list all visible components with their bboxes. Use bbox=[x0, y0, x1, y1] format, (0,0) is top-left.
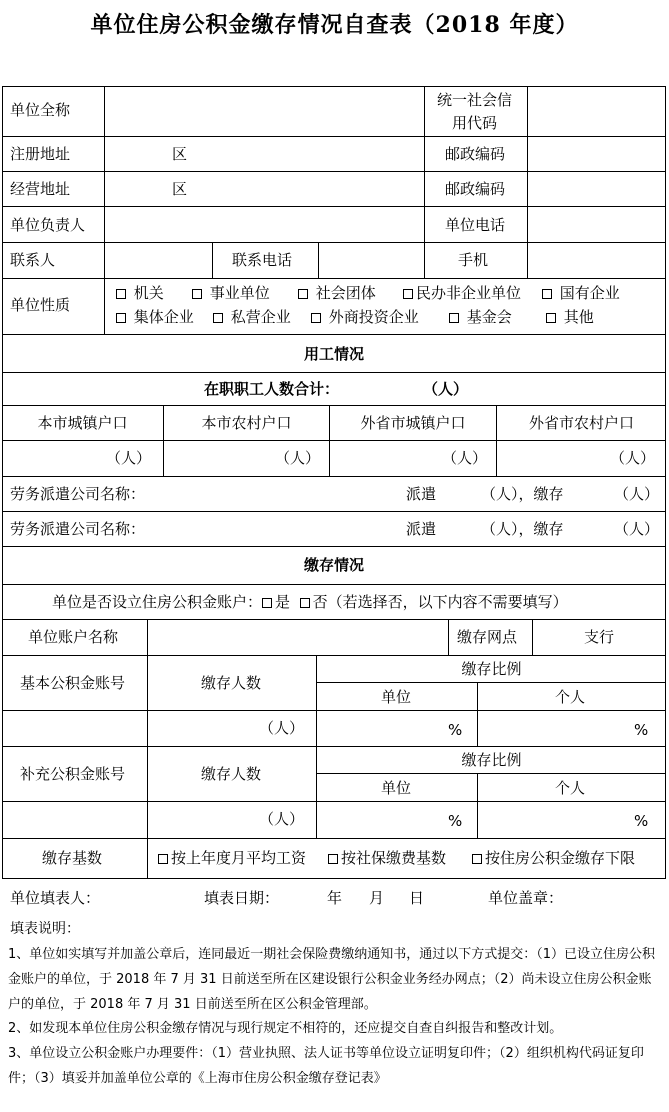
supplement-count-label: 缴存人数 bbox=[201, 765, 262, 783]
answer-no[interactable]: 否（若选择否，以下内容不需要填写） bbox=[312, 593, 568, 611]
row-line bbox=[2, 746, 666, 747]
row-line bbox=[2, 584, 666, 585]
branch-label: 支行 bbox=[584, 628, 615, 646]
labor-company-label-2: 劳务派遣公司名称： bbox=[10, 520, 146, 538]
row-line bbox=[2, 710, 666, 711]
total-employees-label: 在职职工人数合计： bbox=[204, 380, 340, 398]
local-rural-count-unit: （人） bbox=[275, 449, 321, 467]
nature-label: 单位性质 bbox=[10, 296, 71, 314]
dispatch-label-2: 派遣 bbox=[406, 520, 437, 538]
reg-postcode-label: 邮政编码 bbox=[445, 145, 506, 163]
category-other-urban: 外省市城镇户口 bbox=[360, 414, 466, 432]
checkbox-icon bbox=[449, 313, 459, 323]
checkbox-icon bbox=[116, 313, 126, 323]
nature-option-private-nonenterprise[interactable]: 民办非企业单位 bbox=[403, 284, 521, 302]
row-line bbox=[2, 476, 666, 477]
row-line bbox=[2, 372, 666, 373]
base-option-social-security[interactable]: 按社保缴费基数 bbox=[328, 849, 446, 867]
nature-option-public-institution[interactable]: 事业单位 bbox=[192, 284, 270, 302]
checkbox-icon bbox=[213, 313, 223, 323]
credit-code-label-line1: 统一社会信 bbox=[437, 91, 513, 109]
category-local-urban: 本市城镇户口 bbox=[37, 414, 128, 432]
row-line bbox=[2, 242, 666, 243]
col-line bbox=[316, 655, 317, 838]
row-line bbox=[2, 334, 666, 335]
outlet-label: 缴存网点 bbox=[457, 628, 518, 646]
unit-phone-label: 单位电话 bbox=[445, 216, 506, 234]
leader-label: 单位负责人 bbox=[10, 216, 86, 234]
biz-postcode-label: 邮政编码 bbox=[445, 180, 506, 198]
checkbox-icon bbox=[546, 313, 556, 323]
note-item-2: 2、如发现本单位住房公积金缴存情况与现行规定不相符的，还应提交自查自纠报告和整改计划。 bbox=[8, 1021, 563, 1036]
nature-option-government[interactable]: 机关 bbox=[116, 284, 164, 302]
checkbox-icon bbox=[403, 289, 413, 299]
nature-option-collective[interactable]: 集体企业 bbox=[116, 308, 194, 326]
nature-option-other[interactable]: 其他 bbox=[546, 308, 594, 326]
labor-company-label-1: 劳务派遣公司名称： bbox=[10, 485, 146, 503]
nature-option-state-owned[interactable]: 国有企业 bbox=[542, 284, 620, 302]
month-label: 月 bbox=[369, 889, 385, 907]
notes-heading: 填表说明： bbox=[10, 921, 80, 937]
reg-address-label: 注册地址 bbox=[10, 145, 71, 163]
row-line bbox=[2, 136, 666, 137]
row-line bbox=[2, 511, 666, 512]
deposit-base-label: 缴存基数 bbox=[42, 849, 103, 867]
note-item-1: 1、单位如实填写并加盖公章后，连同最近一期社会保险费缴纳通知书，通过以下方式提交：（1）已设立住房公积金账户的单位，于 2018 年 7 月 31 日前送至所在区建设银行公积金业务经办网点；（2）尚未设立住房公积金账户的单位，于 2018 年 7 月 31 日前送至所在区公积金管理部。 bbox=[8, 947, 656, 1012]
employment-section-header: 用工情况 bbox=[303, 345, 364, 363]
fill-date-label: 填表日期： bbox=[204, 889, 280, 907]
row-line bbox=[2, 440, 666, 441]
checkbox-icon[interactable] bbox=[300, 598, 310, 608]
day-label: 日 bbox=[409, 889, 425, 907]
basic-count-unit: （人） bbox=[259, 719, 305, 737]
local-urban-count-unit: （人） bbox=[106, 449, 152, 467]
row-line bbox=[2, 546, 666, 547]
row-line bbox=[2, 171, 666, 172]
basic-ratio-label: 缴存比例 bbox=[461, 660, 522, 678]
contact-label: 联系人 bbox=[10, 251, 56, 269]
row-line bbox=[316, 682, 666, 683]
nature-option-social-group[interactable]: 社会团体 bbox=[298, 284, 376, 302]
basic-unit-label: 单位 bbox=[381, 688, 412, 706]
row-line bbox=[2, 619, 666, 620]
supplement-account-label: 补充公积金账号 bbox=[20, 765, 126, 783]
base-option-minimum[interactable]: 按住房公积金缴存下限 bbox=[472, 849, 635, 867]
checkbox-icon bbox=[298, 289, 308, 299]
checkbox-icon bbox=[116, 289, 126, 299]
col-line bbox=[448, 619, 449, 655]
row-line bbox=[2, 838, 666, 839]
supplement-unit-label: 单位 bbox=[381, 779, 412, 797]
account-question: 单位是否设立住房公积金账户： 是 否（若选择否，以下内容不需要填写） bbox=[52, 593, 568, 611]
row-line bbox=[2, 206, 666, 207]
row-line bbox=[2, 655, 666, 656]
basic-unit-percent: % bbox=[448, 721, 463, 739]
contact-phone-label: 联系电话 bbox=[232, 251, 293, 269]
row-line bbox=[2, 801, 666, 802]
checkbox-icon bbox=[311, 313, 321, 323]
reg-district-label: 区 bbox=[172, 145, 188, 163]
checkbox-icon bbox=[542, 289, 552, 299]
paid-unit-1: （人） bbox=[614, 485, 660, 503]
supplement-personal-label: 个人 bbox=[555, 779, 586, 797]
col-line bbox=[212, 242, 213, 278]
supplement-ratio-label: 缴存比例 bbox=[461, 751, 522, 769]
supplement-count-unit: （人） bbox=[259, 810, 305, 828]
row-line bbox=[2, 405, 666, 406]
dispatch-label-1: 派遣 bbox=[406, 485, 437, 503]
supplement-unit-percent: % bbox=[448, 812, 463, 830]
mobile-label: 手机 bbox=[458, 251, 489, 269]
col-line bbox=[477, 682, 478, 746]
unit-name-label: 单位全称 bbox=[10, 101, 71, 119]
category-other-rural: 外省市农村户口 bbox=[528, 414, 634, 432]
col-line bbox=[318, 242, 319, 278]
col-line bbox=[477, 773, 478, 838]
dispatch-paid-label-2: （人），缴存 bbox=[481, 520, 564, 538]
credit-code-label-line2: 用代码 bbox=[452, 114, 498, 132]
basic-personal-percent: % bbox=[634, 721, 649, 739]
basic-count-label: 缴存人数 bbox=[201, 674, 262, 692]
col-line bbox=[147, 619, 148, 879]
checkbox-icon bbox=[328, 854, 338, 864]
dispatch-paid-label-1: （人），缴存 bbox=[481, 485, 564, 503]
total-employees-unit: （人） bbox=[423, 380, 469, 398]
basic-account-label: 基本公积金账号 bbox=[20, 674, 126, 692]
biz-district-label: 区 bbox=[172, 180, 188, 198]
col-line bbox=[424, 86, 425, 278]
year-label: 年 bbox=[327, 889, 343, 907]
basic-personal-label: 个人 bbox=[555, 688, 586, 706]
nature-option-foreign-invested[interactable]: 外商投资企业 bbox=[311, 308, 419, 326]
paid-unit-2: （人） bbox=[614, 520, 660, 538]
col-line bbox=[527, 86, 528, 278]
biz-address-label: 经营地址 bbox=[10, 180, 71, 198]
other-urban-count-unit: （人） bbox=[442, 449, 488, 467]
page-title: 单位住房公积金缴存情况自查表（2018 年度） bbox=[90, 12, 579, 38]
checkbox-icon bbox=[192, 289, 202, 299]
supplement-personal-percent: % bbox=[634, 812, 649, 830]
deposit-section-header: 缴存情况 bbox=[303, 556, 364, 574]
filler-label: 单位填表人： bbox=[10, 889, 101, 907]
checkbox-icon bbox=[472, 854, 482, 864]
nature-option-private[interactable]: 私营企业 bbox=[213, 308, 291, 326]
row-line bbox=[2, 278, 666, 279]
answer-yes[interactable]: 是 bbox=[275, 593, 291, 611]
note-item-3: 3、单位设立公积金账户办理要件：（1）营业执照、法人证书等单位设立证明复印件；（2）组织机构代码证复印件；（3）填妥并加盖单位公章的《上海市住房公积金缴存登记表》 bbox=[8, 1046, 644, 1086]
seal-label: 单位盖章： bbox=[488, 889, 564, 907]
checkbox-icon[interactable] bbox=[262, 598, 272, 608]
row-line bbox=[316, 773, 666, 774]
account-name-label: 单位账户名称 bbox=[28, 628, 119, 646]
other-rural-count-unit: （人） bbox=[610, 449, 656, 467]
col-line bbox=[532, 619, 533, 655]
base-option-avg-wage[interactable]: 按上年度月平均工资 bbox=[158, 849, 306, 867]
col-line bbox=[104, 86, 105, 334]
nature-option-foundation[interactable]: 基金会 bbox=[449, 308, 512, 326]
checkbox-icon bbox=[158, 854, 168, 864]
category-local-rural: 本市农村户口 bbox=[201, 414, 292, 432]
